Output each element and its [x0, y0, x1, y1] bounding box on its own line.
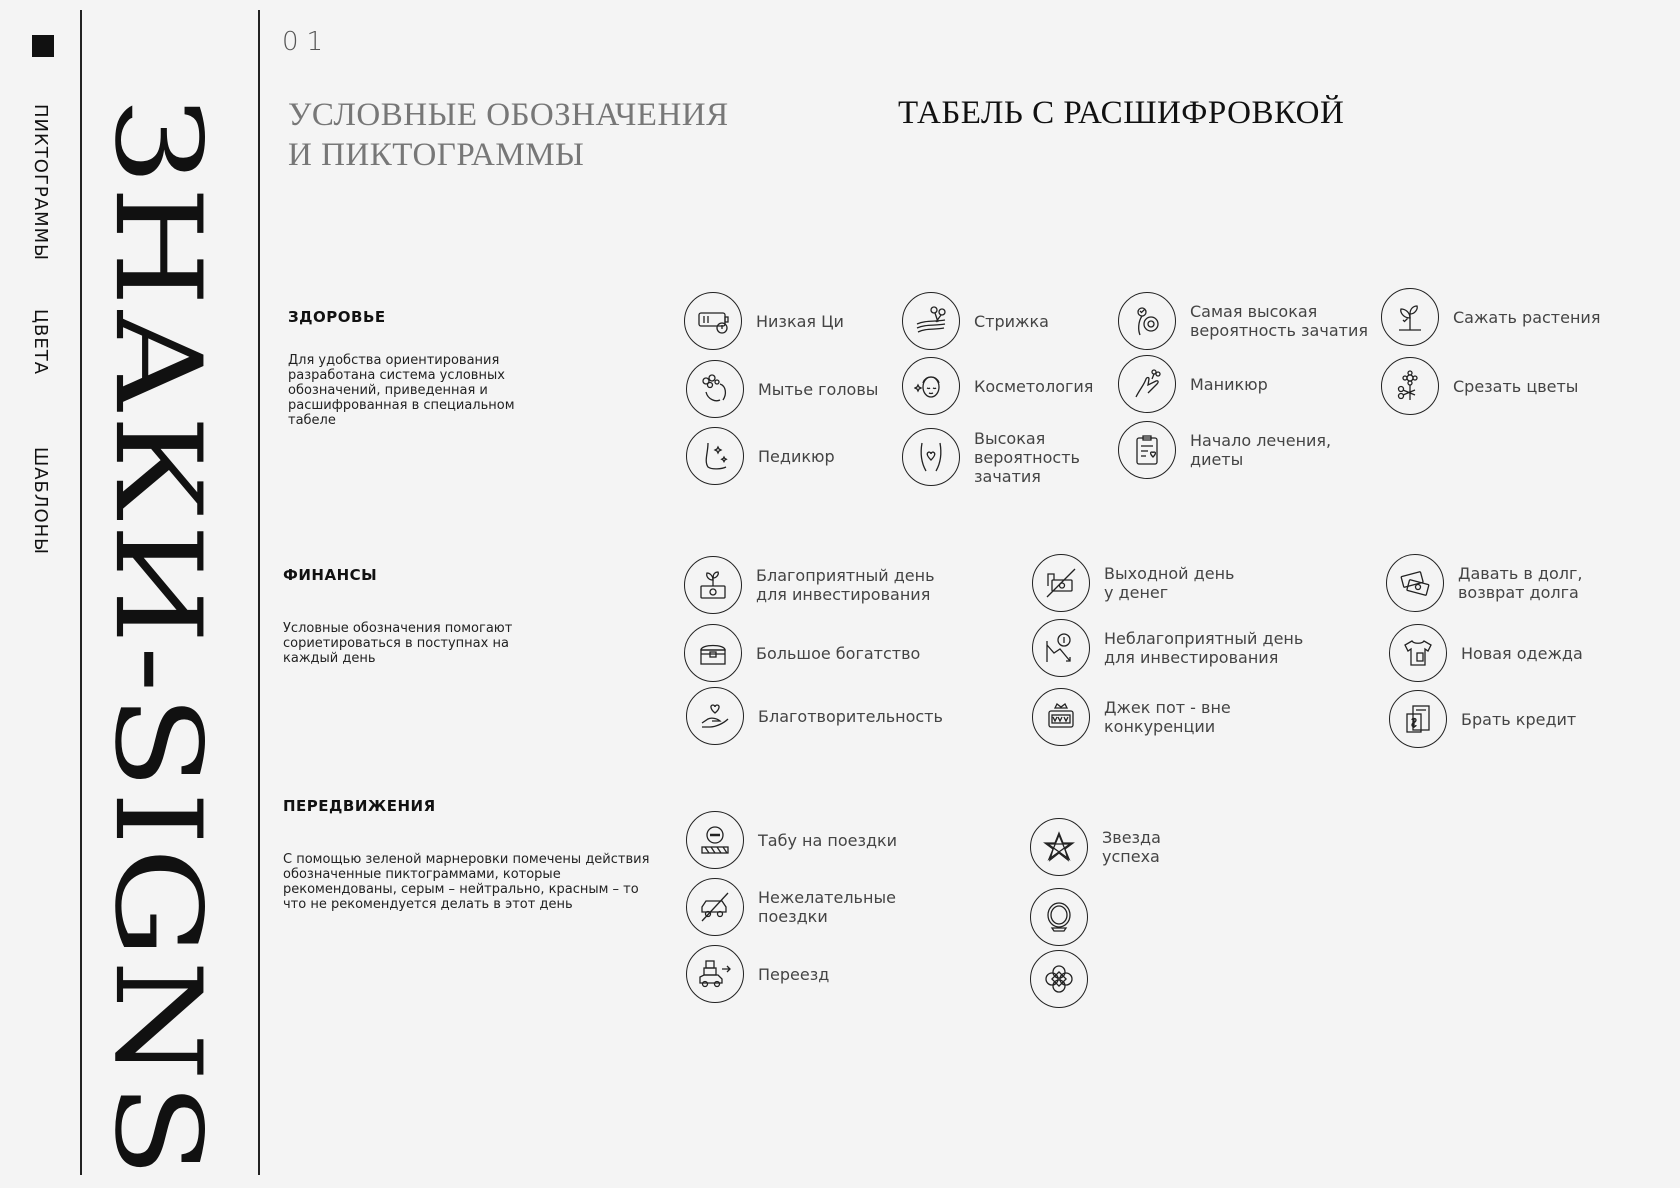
manicure-icon: [1118, 355, 1176, 413]
legend-label: Звезда успеха: [1102, 828, 1161, 866]
money-sprout-icon: [684, 556, 742, 614]
legend-item: [686, 811, 897, 869]
face-care-icon: [902, 357, 960, 415]
credit-receipt-icon: [1389, 690, 1447, 748]
sidebar-divider-right: [258, 10, 260, 1175]
legend-label: Выходной день у денег: [1104, 564, 1235, 602]
section-desc-health: Для удобства ориентирования разработана система условных обозначений, приведенная и расшифрованная в специальном табеле: [288, 353, 515, 428]
clipboard-icon: [1118, 421, 1176, 479]
nav-item-colors[interactable]: ЦВЕТА: [30, 309, 51, 376]
pentagram-icon: [1030, 818, 1088, 876]
section-desc-travel: С помощью зеленой марнеровки помечены действия обозначенные пиктограммами, которые рекомендованы, серым – нейтрально, красным – то что не рекомендуется делать в этот день: [283, 852, 650, 912]
legend-label: Давать в долг, возврат долга: [1458, 564, 1583, 602]
section-title-travel: ПЕРЕДВИЖЕНИЯ: [283, 797, 436, 815]
car-crossed-icon: [686, 878, 744, 936]
legend-item: [686, 687, 943, 745]
legend-item: [684, 556, 935, 614]
legend-label: Благотворительность: [758, 706, 943, 726]
pregnancy-icon: [1118, 292, 1176, 350]
legend-item: [686, 945, 829, 1003]
legend-item: [1032, 688, 1231, 746]
charity-hand-icon: [686, 687, 744, 745]
legend-item: [1032, 554, 1234, 612]
table-title: ТАБЕЛЬ С РАСШИФРОВКОЙ: [898, 95, 1345, 131]
falling-chart-icon: [1032, 619, 1090, 677]
legend-title: [288, 95, 729, 175]
legend-item: [686, 878, 896, 936]
legend-label: Новая одежда: [1461, 643, 1583, 663]
foot-icon: [686, 427, 744, 485]
legend-label: Педикюр: [758, 446, 835, 466]
page-number: 01: [282, 27, 332, 57]
brand-title: ЗНАКИ-SIGNS: [88, 98, 227, 1180]
legend-label: Брать кредит: [1461, 709, 1577, 729]
sidebar-divider-left: [80, 10, 82, 1175]
vertical-nav: [30, 104, 51, 555]
banknotes-icon: [1386, 554, 1444, 612]
plant-icon: [1381, 288, 1439, 346]
corner-square-marker: [32, 35, 54, 57]
legend-label: Большое богатство: [756, 643, 921, 663]
scissors-hair-icon: [902, 292, 960, 350]
legend-item: [686, 360, 878, 418]
legend-item: [684, 292, 844, 350]
legend-label: Джек пот - вне конкуренции: [1104, 698, 1231, 736]
legend-item: [1118, 292, 1368, 350]
section-title-finance: ФИНАНСЫ: [283, 566, 378, 584]
legend-item: [1118, 421, 1331, 479]
legend-label: Начало лечения, диеты: [1190, 431, 1332, 469]
shirt-tag-icon: [1389, 624, 1447, 682]
section-title-health: ЗДОРОВЬЕ: [288, 308, 386, 326]
legend-item: [1389, 690, 1576, 748]
no-money-icon: [1032, 554, 1090, 612]
nav-item-templates[interactable]: ШАБЛОНЫ: [30, 447, 51, 556]
knot-icon: [1030, 950, 1088, 1008]
legend-label: Маникюр: [1190, 374, 1268, 394]
legend-label: Косметология: [974, 376, 1094, 396]
legend-item: [1030, 818, 1161, 876]
mirror-icon: [1030, 888, 1088, 946]
legend-label: Неблагоприятный день для инвестирования: [1104, 629, 1304, 667]
legend-label: Высокая вероятность зачатия: [974, 428, 1080, 486]
legend-item: [902, 292, 1049, 350]
treasure-chest-icon: [684, 624, 742, 682]
legend-item: [684, 624, 920, 682]
hair-wash-icon: [686, 360, 744, 418]
legend-item: [1381, 357, 1578, 415]
legend-label: Благоприятный день для инвестирования: [756, 566, 935, 604]
legend-label: Сажать растения: [1453, 307, 1601, 327]
legend-label: Нежелательные поездки: [758, 888, 896, 926]
legend-label: Переезд: [758, 964, 830, 984]
legend-item: [1386, 554, 1582, 612]
legend-item: [1030, 950, 1102, 1008]
legend-label: Мытье головы: [758, 379, 879, 399]
legend-item: [1389, 624, 1583, 682]
legend-item: [1032, 619, 1303, 677]
legend-label: Срезать цветы: [1453, 376, 1579, 396]
legend-label: Стрижка: [974, 311, 1049, 331]
jackpot-icon: [1032, 688, 1090, 746]
nav-item-pictograms[interactable]: ПИКТОГРАММЫ: [30, 104, 51, 262]
flower-scissors-icon: [1381, 357, 1439, 415]
legend-item: [686, 427, 835, 485]
legend-item: [902, 357, 1093, 415]
road-block-icon: [686, 811, 744, 869]
legend-label: Самая высокая вероятность зачатия: [1190, 302, 1368, 340]
legend-item: [902, 428, 1080, 486]
belly-heart-icon: [902, 428, 960, 486]
legend-title-line1: УСЛОВНЫЕ ОБОЗНАЧЕНИЯ: [288, 97, 729, 133]
legend-item: [1118, 355, 1268, 413]
battery-low-icon: [684, 292, 742, 350]
legend-item: [1030, 888, 1102, 946]
legend-label: Низкая Ци: [756, 311, 844, 331]
section-desc-finance: Условные обозначения помогают сориетироваться в поступнах на каждый день: [283, 621, 513, 666]
legend-title-line2: И ПИКТОГРАММЫ: [288, 137, 585, 173]
moving-car-icon: [686, 945, 744, 1003]
legend-label: Табу на поездки: [758, 830, 898, 850]
legend-item: [1381, 288, 1600, 346]
